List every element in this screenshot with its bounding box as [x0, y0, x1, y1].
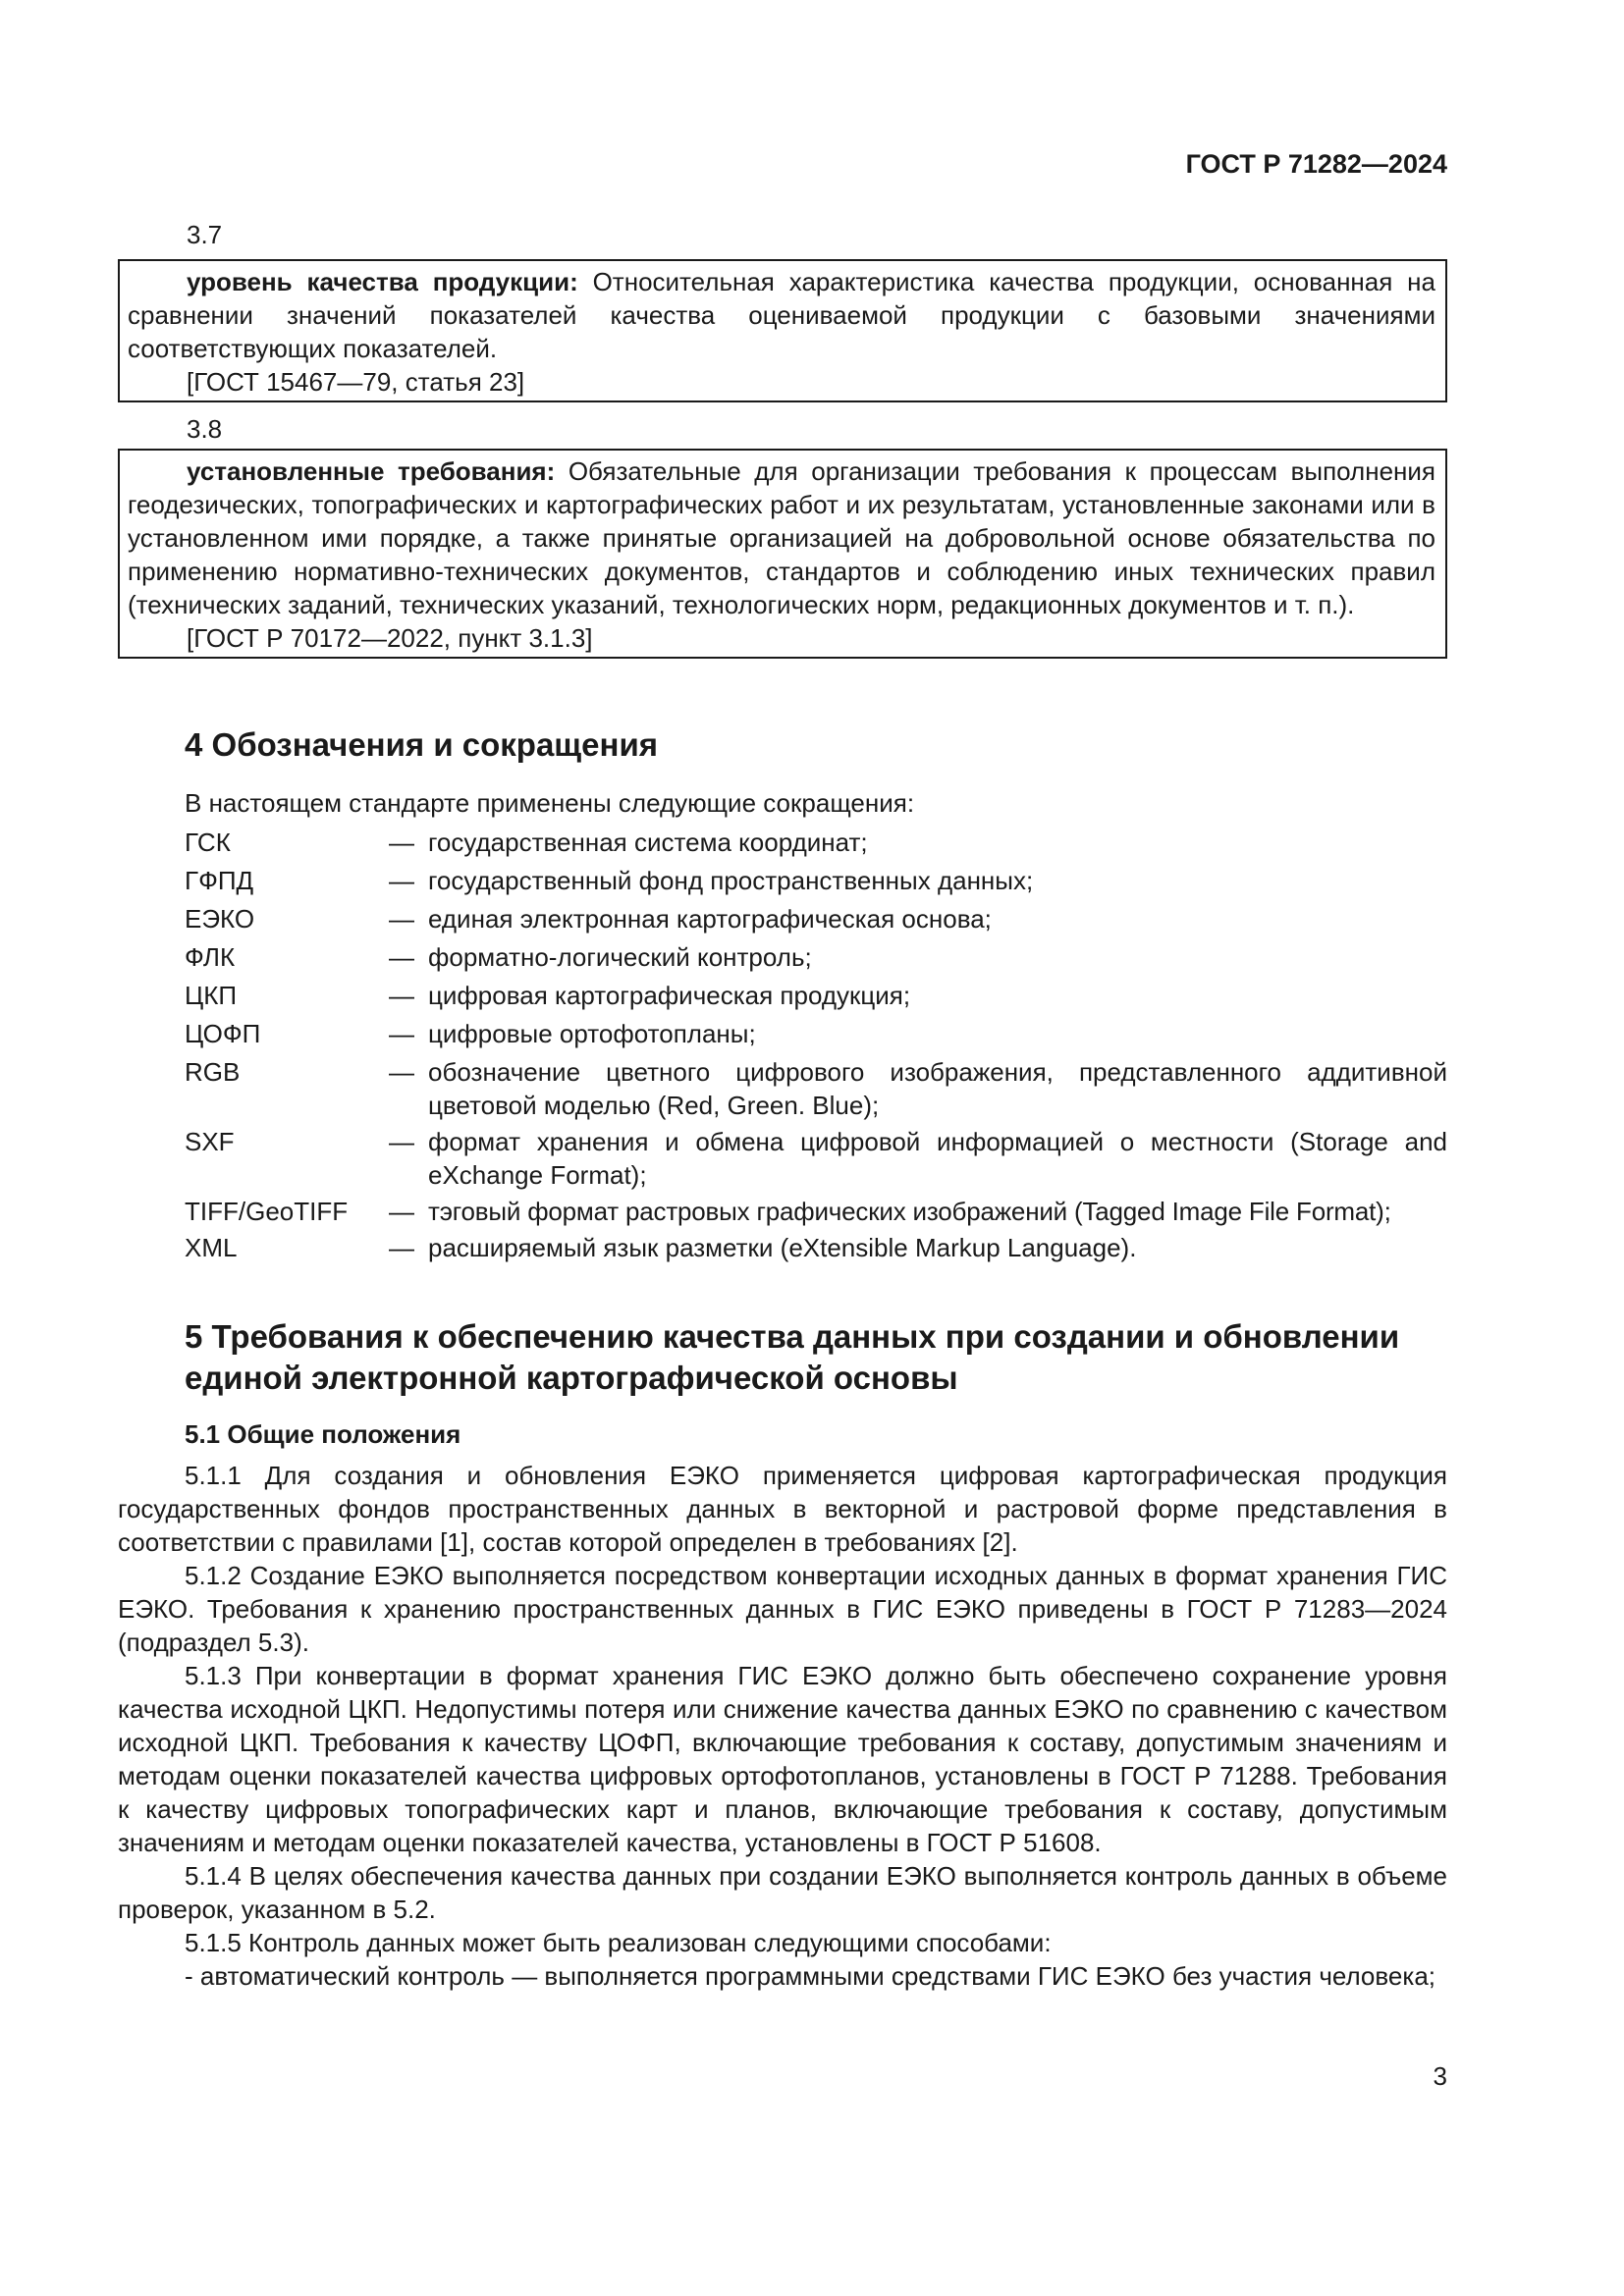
abbreviation-value: государственная система координат; [428, 828, 868, 857]
abbreviation-dash: — [389, 1127, 414, 1156]
term-definition-box [118, 259, 1447, 402]
abbreviation-value: единая электронная картографическая основа; [428, 904, 992, 934]
abbreviation-key: ФЛК [185, 942, 236, 972]
abbreviation-value: цифровая картографическая продукция; [428, 981, 911, 1010]
abbreviation-key: ЦКП [185, 981, 238, 1010]
list-item [185, 1017, 1447, 1050]
list-item [185, 902, 1447, 935]
term-source: [ГОСТ Р 70172—2022, пункт 3.1.3] [187, 623, 593, 653]
abbreviation-key: ЦОФП [185, 1019, 261, 1048]
abbreviation-value: обозначение цветного цифрового изображения, представленного аддитивной цветовой моделью (Red, Green. Blue); [428, 1057, 1447, 1120]
abbreviation-value: формат хранения и обмена цифровой информацией о местности (Storage and eXchange Format); [428, 1127, 1447, 1190]
term-source: [ГОСТ 15467—79, статья 23] [187, 367, 525, 397]
list-item [185, 1125, 1447, 1192]
term-number: 3.7 [187, 220, 223, 249]
abbreviation-key: RGB [185, 1057, 241, 1087]
abbreviation-value: цифровые ортофотопланы; [428, 1019, 756, 1048]
term-number: 3.8 [187, 414, 223, 444]
abbreviation-key: TIFF/GeoTIFF [185, 1197, 349, 1226]
abbreviation-dash: — [389, 1197, 414, 1226]
page-number: 3 [1433, 2061, 1447, 2091]
term-definition [128, 265, 1435, 365]
term-name: уровень качества продукции: [187, 267, 578, 296]
abbreviation-value: тэговый формат растровых графических изображений (Tagged Image File Format); [428, 1197, 1391, 1226]
list-item [185, 940, 1447, 974]
term-definition-box [118, 449, 1447, 659]
abbreviation-dash: — [389, 1057, 414, 1087]
abbreviation-dash: — [389, 942, 414, 972]
abbreviation-value: государственный фонд пространственных данных; [428, 866, 1034, 895]
abbreviation-value: форматно-логический контроль; [428, 942, 812, 972]
paragraph: - автоматический контроль — выполняется программными средствами ГИС ЕЭКО без участия человека; [185, 1961, 1435, 1991]
abbreviation-key: XML [185, 1233, 238, 1262]
abbreviation-key: ЕЭКО [185, 904, 255, 934]
section-4-heading: 4 Обозначения и сокращения [185, 726, 658, 763]
abbreviations-intro: В настоящем стандарте применены следующие сокращения: [185, 788, 915, 818]
list-item [185, 1231, 1447, 1264]
abbreviation-value: расширяемый язык разметки (eXtensible Markup Language). [428, 1233, 1137, 1262]
list-item [185, 826, 1447, 859]
document-header: ГОСТ Р 71282—2024 [1185, 149, 1447, 179]
paragraph: 5.1.2 Создание ЕЭКО выполняется посредством конвертации исходных данных в формат хранения ГИС ЕЭКО. Требования к хранению пространственных данных в ГИС ЕЭКО приведены в ГОСТ Р 71283—2024 (подраздел 5.3). [118, 1561, 1447, 1657]
abbreviation-key: ГСК [185, 828, 231, 857]
abbreviation-dash: — [389, 981, 414, 1010]
abbreviation-dash: — [389, 828, 414, 857]
abbreviation-key: ГФПД [185, 866, 254, 895]
paragraph: 5.1.4 В целях обеспечения качества данных при создании ЕЭКО выполняется контроль данных в объеме проверок, указанном в 5.2. [118, 1861, 1447, 1924]
paragraph: 5.1.3 При конвертации в формат хранения ГИС ЕЭКО должно быть обеспечено сохранение уровня качества исходной ЦКП. Недопустимы потеря или снижение качества данных ЕЭКО по сравнению с качеством исходной ЦКП. Требования к качеству ЦОФП, включающие требования к составу, допустимым значениям и методам оценки показателей качества цифровых ортофотопланов, установлены в ГОСТ Р 71288. Требования к качеству цифровых топографических карт и планов, включающие требования к составу, допустимым значениям и методам оценки показателей качества, установлены в ГОСТ Р 51608. [118, 1661, 1447, 1857]
list-item [185, 979, 1447, 1012]
paragraph: 5.1.1 Для создания и обновления ЕЭКО применяется цифровая картографическая продукция государственных фондов пространственных данных в векторной и растровой форме представления в соответствии с правилами [1], состав которой определен в требованиях [2]. [118, 1461, 1447, 1557]
section-5-1-body [118, 1459, 1447, 1993]
abbreviation-dash: — [389, 866, 414, 895]
abbreviation-dash: — [389, 1233, 414, 1262]
list-item [185, 864, 1447, 897]
abbreviation-dash: — [389, 1019, 414, 1048]
subsection-5-1-heading: 5.1 Общие положения [185, 1419, 461, 1449]
term-name: установленные требования: [187, 456, 556, 486]
term-definition-text: Относительная характеристика качества продукции, основанная на сравнении значений показателей качества оцениваемой продукции с базовыми значениями соответствующих показателей. [128, 267, 1435, 363]
abbreviation-dash: — [389, 904, 414, 934]
paragraph: 5.1.5 Контроль данных может быть реализован следующими способами: [185, 1928, 1052, 1957]
abbreviation-key: SXF [185, 1127, 235, 1156]
term-definition [128, 454, 1435, 621]
term-definition-text: Обязательные для организации требования к процессам выполнения геодезических, топографических и картографических работ и их результатам, установленные законами или в установленном ими порядке, а также принятые организацией на добровольной основе обязательства по применению нормативно-технических документов, стандартов и соблюдению иных технических правил (технических заданий, технических указаний, технологических норм, редакционных документов и т. п.). [128, 456, 1435, 619]
abbreviation-list [185, 826, 1447, 1269]
section-5-heading: 5 Требования к обеспечению качества данных при создании и обновлении единой электронной картографической основы [185, 1318, 1400, 1396]
list-item [185, 1195, 1447, 1228]
list-item [185, 1055, 1447, 1122]
